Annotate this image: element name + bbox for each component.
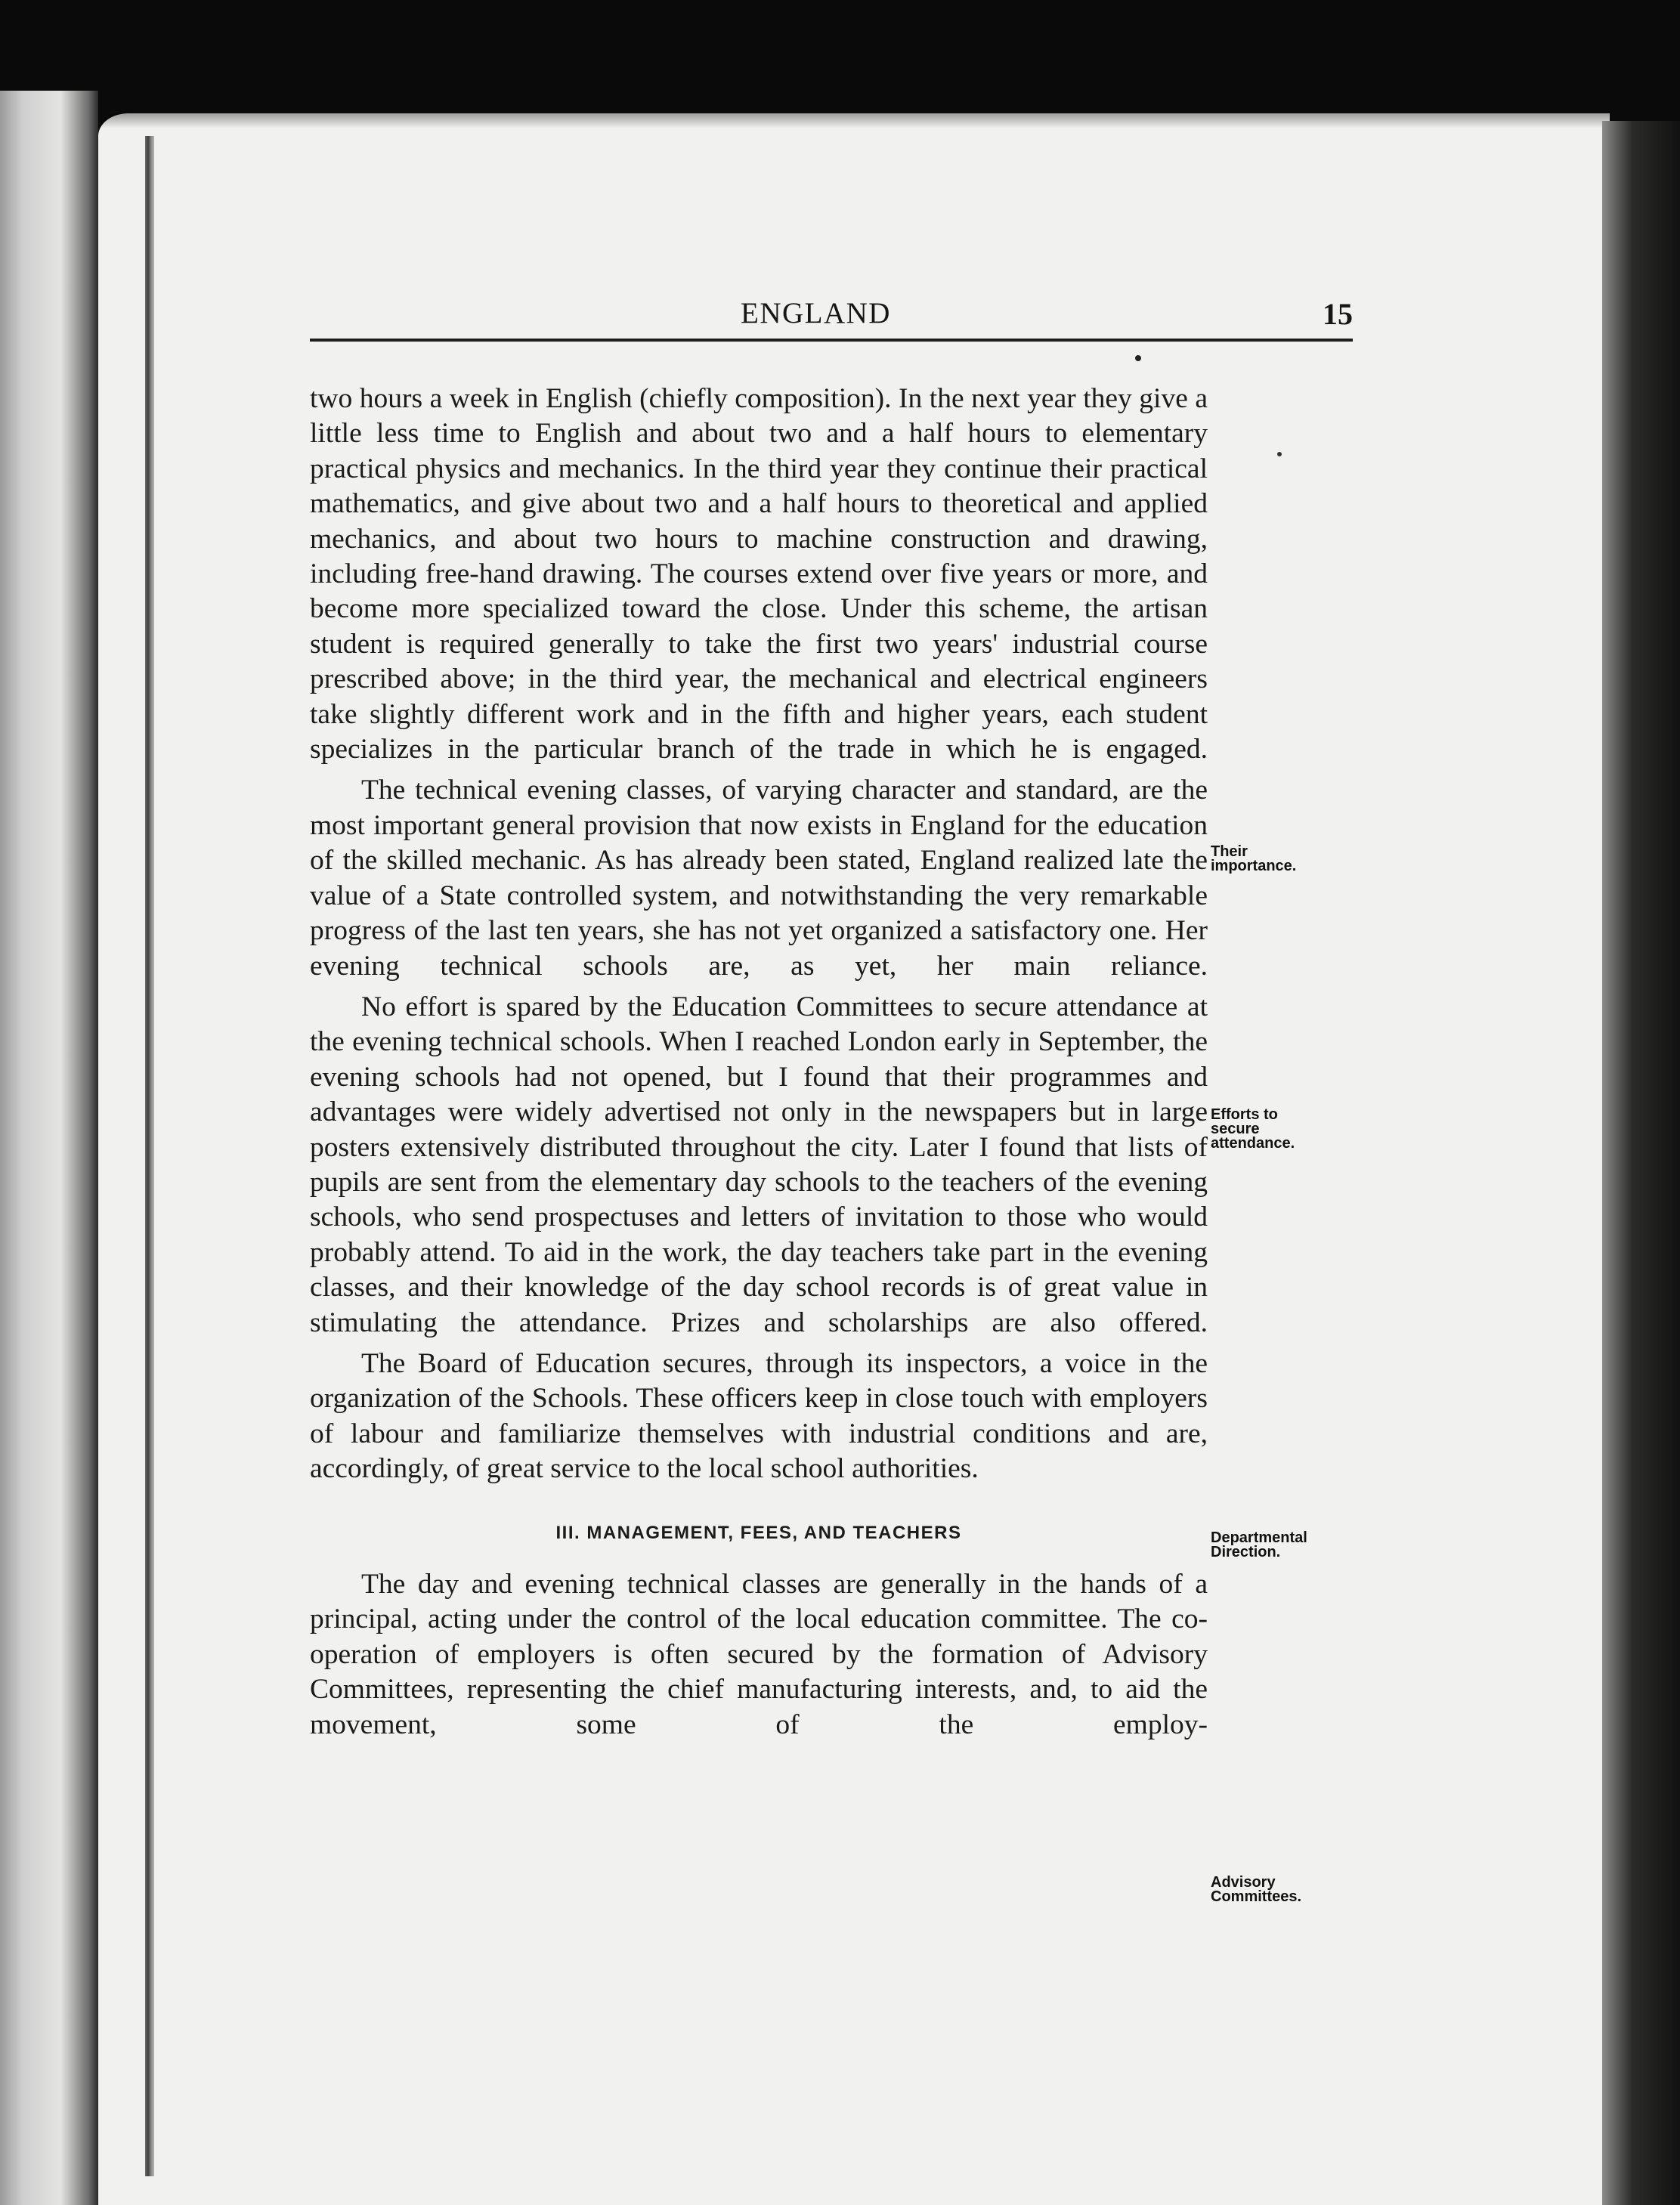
paragraph-attendance: No effort is spared by the Education Committees to secure attendance at the evening technical schools. When I reached London early in September, the evening schools had not opened, but I found that their programmes and advantages were widely advertised not only in the newspapers but in large posters extensively distributed throughout the city. Later I found that lists of pupils are sent from the elementary day schools to the teachers of the evening schools, who send prospectuses and letters of invitation to those who would probably attend. To aid in the work, the day teachers take part in the evening classes, and their knowledge of the day school records is of great value in stimulating the attendance. Prizes and scholarships are also offered. (310, 991, 1208, 1338)
header-rule (310, 339, 1353, 342)
sidenote-line: Their (1211, 843, 1248, 860)
binding-gutter (145, 136, 154, 2176)
sidenote-advisory (1211, 1876, 1362, 1904)
sidenote-line: secure (1211, 1121, 1260, 1137)
running-header (310, 296, 1353, 342)
right-page-edge (1602, 121, 1680, 2205)
left-page-edge (0, 91, 98, 2205)
page-number: 15 (1323, 297, 1353, 331)
sidenote-importance (1211, 845, 1362, 874)
body-text (310, 382, 1208, 1743)
sidenote-line: Advisory (1211, 1874, 1276, 1891)
sidenote-line: Direction. (1211, 1544, 1281, 1560)
running-header-title: ENGLAND (741, 297, 891, 329)
sidenote-attendance (1211, 1108, 1362, 1151)
sidenote-line: Efforts to (1211, 1106, 1278, 1123)
sidenote-direction (1211, 1531, 1362, 1560)
page-top-shadow (98, 113, 1610, 128)
paragraph-management: The day and evening technical classes are generally in the hands of a principal, acting under the control of the local education committee. The co-operation of employers is often secured by the formation of Advisory Committees, representing the chief manufacturing interests, and, to aid the movement, some of the employ- (310, 1569, 1208, 1740)
paragraph-course-scheme: two hours a week in English (chiefly composition). In the next year they give a little less time to English and about two and a half hours to elementary practical physics and mechanics. In the third year they continue their practical mathematics, and give about two and a half hours to theoretical and applied mechanics, and about two hours to machine construction and drawing, including free-hand drawing. The courses extend over five years or more, and become more specialized toward the close. Under this scheme, the artisan student is required generally to take the first two years' industrial course prescribed above; in the third year, the mechanical and electrical engineers take slightly different work and in the fifth and higher years, each student specializes in the particular branch of the trade in which he is engaged. (310, 383, 1208, 765)
paragraph-board-of-education: The Board of Education secures, through its inspectors, a voice in the organization of the Schools. These officers keep in close touch with employers of labour and familiarize themselves with industrial conditions and are, accordingly, of great service to the local school authorities. (310, 1347, 1208, 1485)
sidenote-line: Departmental (1211, 1529, 1307, 1546)
paragraph-evening-classes: The technical evening classes, of varying character and standard, are the most important general provision that now exists in England for the education of the skilled mechanic. As has already been stated, England realized late the value of a State controlled system, and notwithstanding the very remarkable progress of the last ten years, she has not yet organized a satisfactory one. Her evening technical schools are, as yet, her main reliance. (310, 775, 1208, 982)
section-heading: III. MANAGEMENT, FEES, AND TEACHERS (555, 1522, 962, 1543)
ink-speck (1135, 355, 1141, 361)
ink-speck (1277, 452, 1282, 456)
sidenote-line: attendance. (1211, 1135, 1295, 1152)
sidenote-line: importance. (1211, 858, 1297, 874)
sidenote-line: Committees. (1211, 1888, 1302, 1905)
